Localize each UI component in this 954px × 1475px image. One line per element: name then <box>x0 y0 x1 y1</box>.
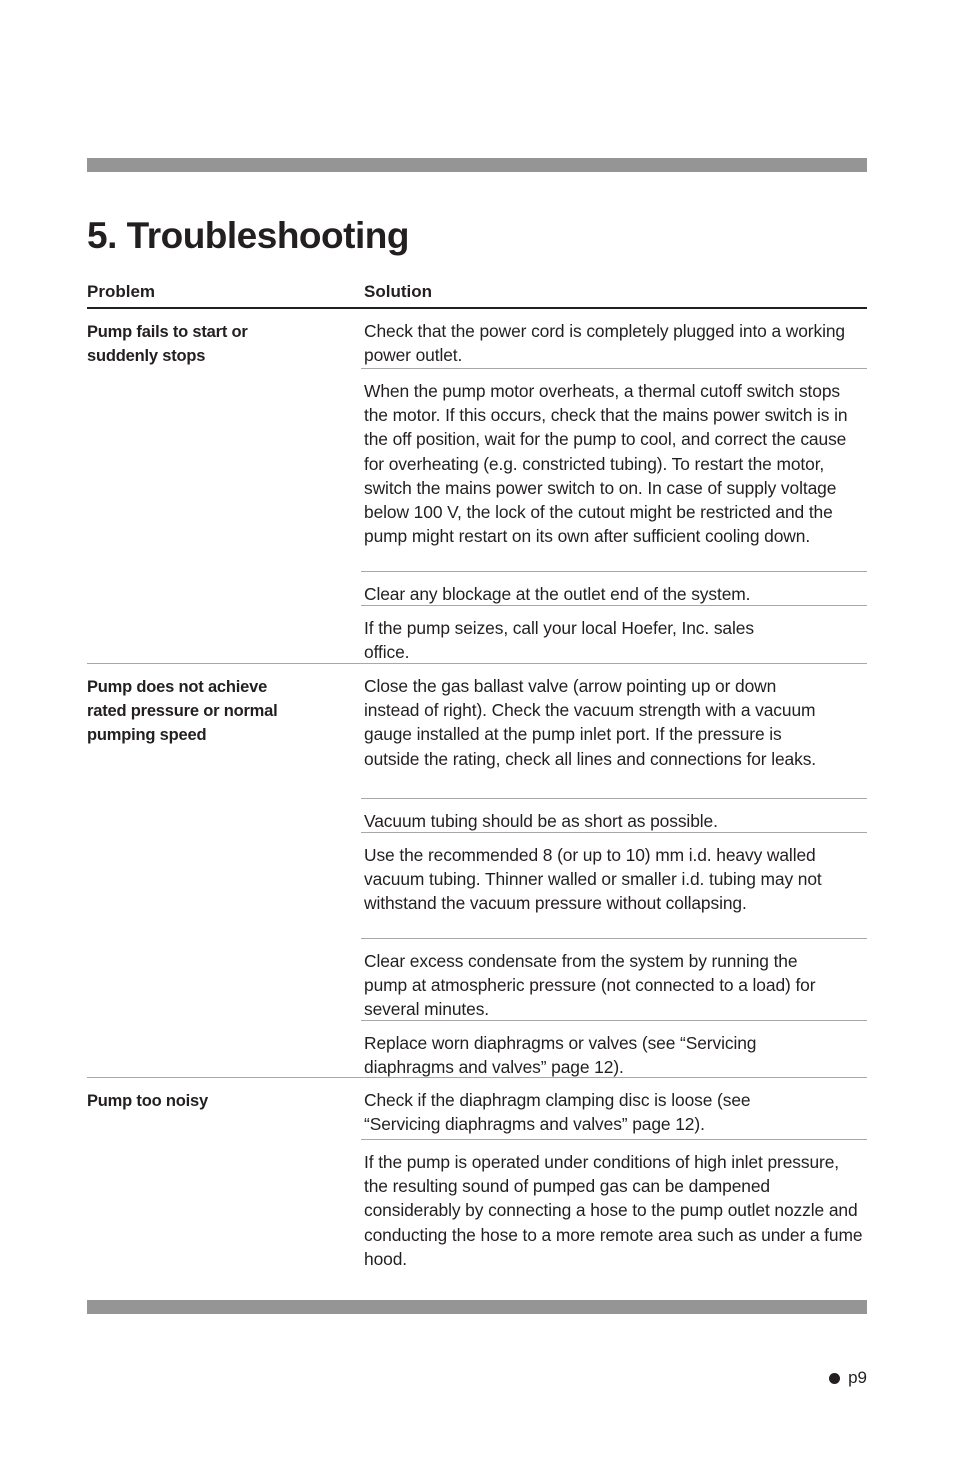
problem-label: Pump too noisy <box>87 1092 208 1110</box>
solution-text: Clear any blockage at the outlet end of the system. <box>364 584 751 604</box>
solution-text: Close the gas ballast valve (arrow pointing up or down instead of right). Check the vacuum strength with a vacuum gauge installed at the pump inlet port. If the pressure is outside the rating, check all lines and connections for leaks. <box>364 676 817 769</box>
solution-list <box>361 1078 867 1280</box>
solution-text: Check if the diaphragm clamping disc is loose (see “Servicing diaphragms and valves” page 12). <box>364 1090 751 1135</box>
solution-item <box>361 572 867 606</box>
solution-item <box>361 1140 867 1280</box>
top-divider-bar <box>87 158 867 172</box>
page-title: 5. Troubleshooting <box>87 215 409 256</box>
solution-text: Clear excess condensate from the system by running the pump at atmospheric pressure (not connected to a load) for several minutes. <box>364 951 816 1020</box>
solution-list <box>361 309 867 663</box>
solution-item <box>361 369 867 572</box>
solution-text: Replace worn diaphragms or valves (see “Servicing diaphragms and valves” page 12). <box>364 1033 757 1078</box>
bottom-divider-bar <box>87 1300 867 1314</box>
page-number: p9 <box>848 1368 867 1387</box>
solution-item <box>361 309 867 369</box>
table-header <box>87 280 867 309</box>
solution-item <box>361 606 867 663</box>
solution-item <box>361 664 867 799</box>
page-footer <box>829 1368 867 1388</box>
solution-text: Check that the power cord is completely plugged into a working power outlet. <box>364 321 846 366</box>
solution-text: If the pump seizes, call your local Hoefer, Inc. sales office. <box>364 618 754 663</box>
solution-list <box>361 664 867 1077</box>
column-header-problem: Problem <box>87 282 156 301</box>
solution-item <box>361 833 867 939</box>
problem-label: Pump fails to start or suddenly stops <box>87 323 248 365</box>
bullet-icon <box>829 1373 840 1384</box>
column-header-solution: Solution <box>364 282 432 301</box>
solution-item <box>361 939 867 1021</box>
solution-text: When the pump motor overheats, a thermal cutoff switch stops the motor. If this occurs, check that the mains power switch is in the off position, wait for the pump to cool, and correct the cause for overheating (e.g. constricted tubing). To restart the motor, switch the mains power switch to on. In case of supply voltage below 100 V, the lock of the cutout might be restricted and the pump might restart on its own after sufficient cooling down. <box>364 381 848 547</box>
problem-label: Pump does not achieve rated pressure or normal pumping speed <box>87 678 278 744</box>
solution-item <box>361 1021 867 1077</box>
solution-item <box>361 1078 867 1140</box>
solution-text: Use the recommended 8 (or up to 10) mm i.d. heavy walled vacuum tubing. Thinner walled or smaller i.d. tubing may not withstand the vacuum pressure without collapsing. <box>364 845 822 914</box>
solution-text: If the pump is operated under conditions of high inlet pressure, the resulting sound of pumped gas can be dampened considerably by connecting a hose to the pump outlet nozzle and conducting the hose to a more remote area such as under a fume hood. <box>364 1152 863 1269</box>
solution-text: Vacuum tubing should be as short as possible. <box>364 811 718 831</box>
solution-item <box>361 799 867 833</box>
